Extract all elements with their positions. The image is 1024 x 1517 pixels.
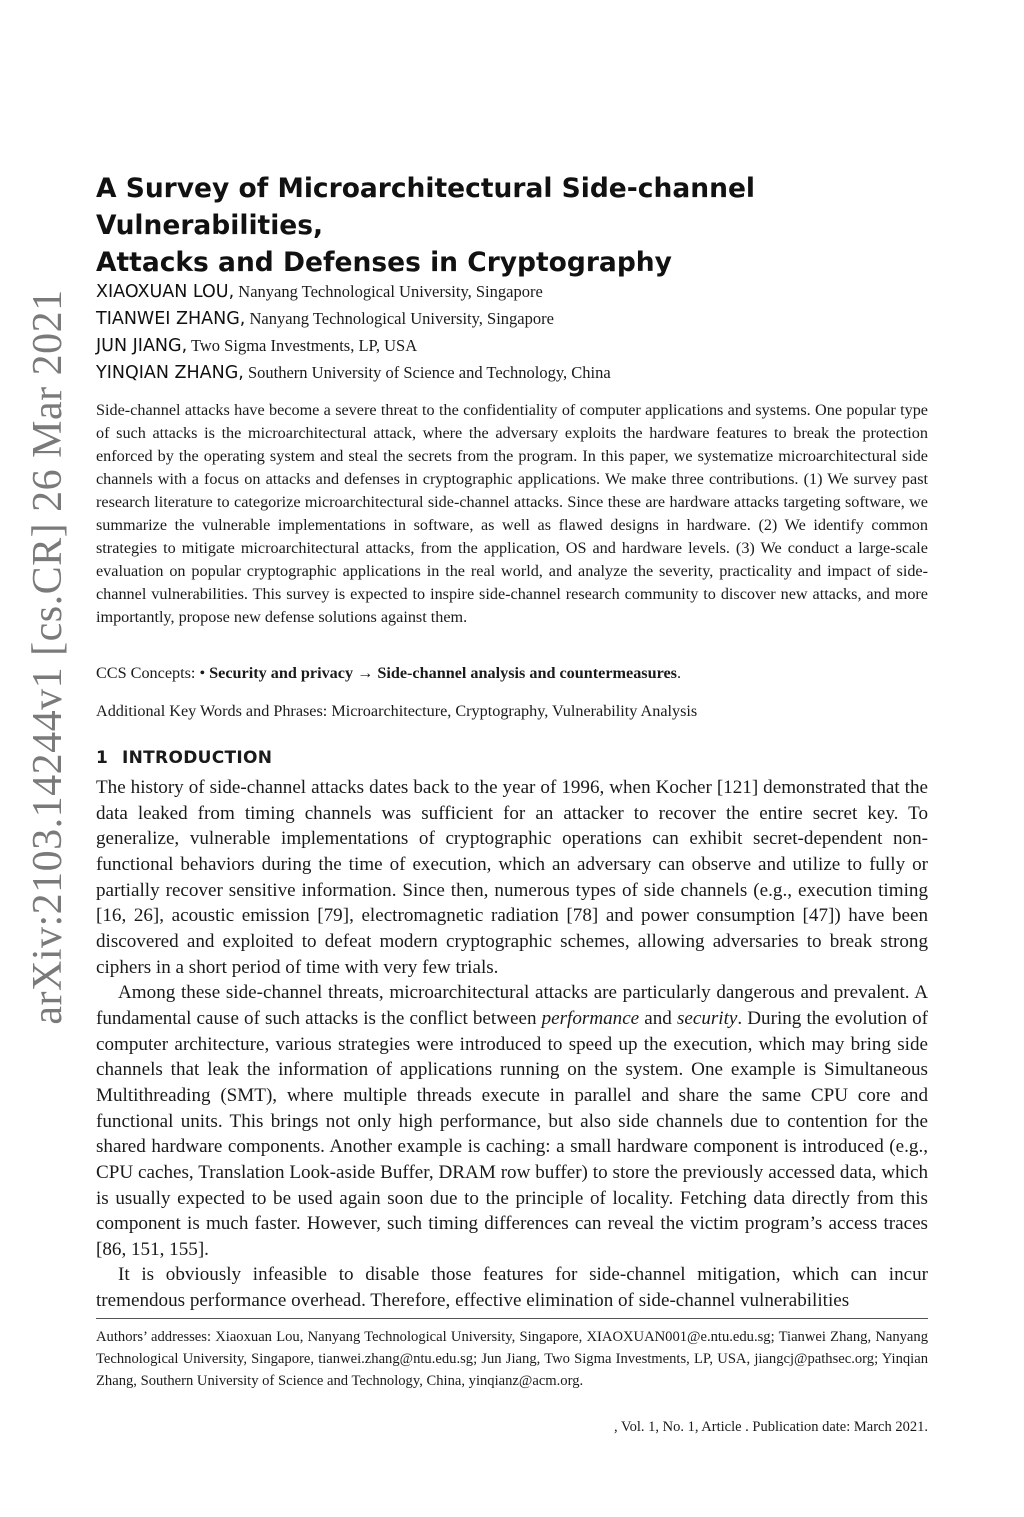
author-list (96, 278, 936, 386)
author-name: XIAOXUAN LOU, (96, 282, 235, 302)
footnote-divider (96, 1318, 928, 1319)
emphasis-security: security (676, 1007, 738, 1029)
author-name: JUN JIANG, (96, 336, 188, 356)
author-entry (96, 305, 936, 332)
section-title: INTRODUCTION (122, 748, 273, 768)
ccs-label: CCS Concepts: (96, 664, 200, 682)
ccs-arrow: → (353, 664, 378, 682)
author-entry (96, 332, 936, 359)
paragraph-text: and (639, 1007, 677, 1029)
authors-addresses-footnote: Authors’ addresses: Xiaoxuan Lou, Nanyang Technological University, Singapore, XIAOXUAN001@e.ntu.edu.sg; Tianwei Zhang, Nanyang Technological University, Singapore, tianwei.zhang@ntu.edu.sg; Jun Jiang, Two Sigma Investments, LP, USA, jiangcj@pathsec.org; Yinqian Zhang, Southern University of Science and Technology, China, yinqianz@acm.org. (96, 1329, 928, 1389)
author-affiliation: Nanyang Technological University, Singapore (245, 309, 554, 328)
keywords: Additional Key Words and Phrases: Microarchitecture, Cryptography, Vulnerability Analysis (96, 702, 698, 720)
section-number: 1 (96, 748, 109, 768)
emphasis-performance: performance (541, 1007, 640, 1029)
section-heading (96, 746, 272, 770)
paragraph: The history of side-channel attacks dates back to the year of 1996, when Kocher [121] demonstrated that the data leaked from timing channels was sufficient for an attacker to recover the entire secret key. To generalize, vulnerable implementations of cryptographic operations can exhibit secret-dependent non-functional behaviors during the time of execution, which an adversary can observe and utilize to fully or partially recover sensitive information. Since then, numerous types of side channels (e.g., execution timing [16, 26], acoustic emission [79], electromagnetic radiation [78] and power consumption [47]) have been discovered and exploited to defeat modern cryptographic schemes, allowing adversaries to break strong ciphers in a short period of time with very few trials. (96, 777, 928, 978)
abstract-text: Side-channel attacks have become a severe threat to the confidentiality of computer applications and systems. One popular type of such attacks is the microarchitectural attack, where the adversary exploits the hardware features to break the protection enforced by the operating system and steal the secrets from the program. In this paper, we systematize microarchitectural side channels with a focus on attacks and defenses in cryptographic applications. We make three contributions. (1) We survey past research literature to categorize microarchitectural side-channel attacks. Since these are hardware attacks targeting software, we summarize the vulnerable implementations in software, as well as flawed designs in hardware. (2) We identify common strategies to mitigate microarchitectural attacks, from the application, OS and hardware levels. (3) We conduct a large-scale evaluation on popular cryptographic applications in the real world, and analyze the severity, practicality and impact of side-channel vulnerabilities. This survey is expected to inspire side-channel research community to discover new attacks, and more importantly, propose new defense solutions against them. (96, 401, 928, 626)
ccs-concepts (96, 662, 928, 685)
ccs-concept: Side-channel analysis and countermeasures (377, 664, 677, 682)
title-line-2: Attacks and Defenses in Cryptography (96, 247, 672, 278)
paper-title (96, 170, 936, 281)
ccs-bullet: • (199, 664, 210, 682)
author-entry (96, 359, 936, 386)
paragraph-text: . During the evolution of computer architecture, various strategies were introduced to speed up the execution, which may bring side channels that leak the information of applications running on the system. One example is Simultaneous Multithreading (SMT), where multiple threads execute in parallel and share the same CPU core and functional units. This brings not only high performance, but also side channels due to contention for the shared hardware components. Another example is caching: a small hardware component is introduced (e.g., CPU caches, Translation Look-aside Buffer, DRAM row buffer) to store the previously accessed data, which is usually expected to be used again soon due to the principle of locality. Fetching data directly from this component is much faster. However, such timing differences can reveal the victim program’s access traces [86, 151, 155]. (96, 1007, 928, 1260)
paragraph (96, 980, 928, 1262)
ccs-category: Security and privacy (209, 664, 354, 682)
abstract (96, 399, 928, 629)
paragraph-text: Among these side-channel threats, microarchitectural attacks are particularly dangerous and prevalent. A fundamental cause of such attacks is the conflict between (96, 982, 928, 1029)
author-affiliation: Nanyang Technological University, Singapore (234, 282, 543, 301)
author-affiliation: Southern University of Science and Technology, China (243, 363, 611, 382)
author-name: YINQIAN ZHANG, (96, 363, 244, 383)
author-name: TIANWEI ZHANG, (96, 309, 246, 329)
arxiv-identifier: arXiv:2103.14244v1 [cs.CR] 26 Mar 2021 (25, 289, 71, 1025)
introduction-body (96, 775, 928, 1314)
paragraph: It is obviously infeasible to disable those features for side-channel mitigation, which can incur tremendous performance overhead. Therefore, effective elimination of side-channel vulnerabilities (96, 1264, 928, 1312)
publication-footer: , Vol. 1, No. 1, Article . Publication date: March 2021. (614, 1419, 928, 1435)
ccs-end: . (676, 664, 682, 682)
author-entry (96, 278, 936, 305)
title-line-1: A Survey of Microarchitectural Side-channel Vulnerabilities, (96, 173, 756, 241)
author-affiliation: Two Sigma Investments, LP, USA (187, 336, 418, 355)
